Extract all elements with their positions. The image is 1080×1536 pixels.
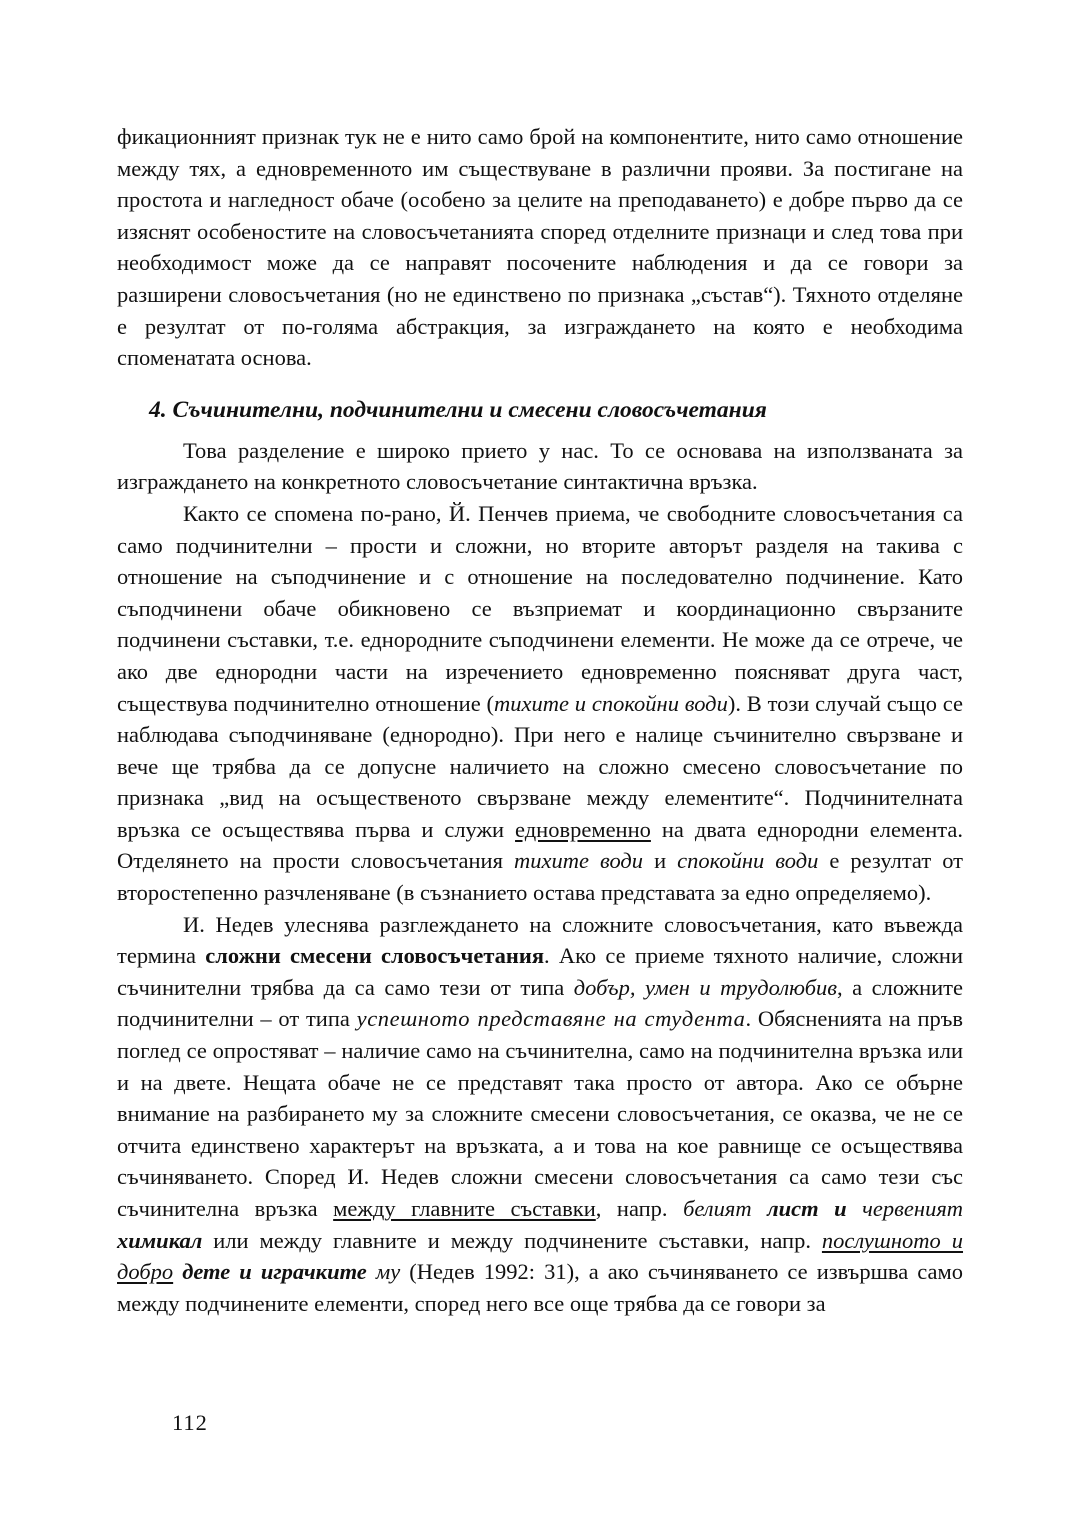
p3-run: белият <box>683 1196 768 1221</box>
p3-run: или между главните и между подчинените съставки, напр. <box>202 1227 822 1253</box>
p2-run: ). В този случай също се наблюдава съподчиняване (еднородно). При него е налице съчинително свързване и вече ще трябва да се допусне наличието на сложно смесено словосъчетание по признака „вид на осъщественото свързване между елементите“. Подчинителната връзка се осъществява първа и служи <box>117 690 964 842</box>
p3-run: добър, умен и трудолюбив <box>573 974 838 1000</box>
intro-run: фикационният признак тук не е нито само брой на компонентите, нито само отношение между тях, а едновременното им съществуване в различни прояви. За постигане на простота и нагледност обаче (особено за целите на преподаването) е добре първо да се изяснят особеностите на словосъчетанията според отделните признаци и след това при необходимост може да се направят посочените наблюдения и да се говори за разширени словосъчетания (но не единствено по признака „състав“). Тяхното отделяне е резултат от по-голяма абстракция, за изграждането на която е необходима споменатата основа. <box>117 124 963 371</box>
p3-run: химикал <box>117 1227 203 1253</box>
p3-run <box>367 1259 376 1284</box>
p2-run: и <box>643 848 678 874</box>
p3-run: И. Недев улеснява разглеждането на сложните словосъчетания, като въвежда термина <box>117 911 963 969</box>
p2-run: едновременно <box>515 816 651 842</box>
p3-run: между главните съставки <box>333 1196 596 1221</box>
p3-run <box>173 1259 182 1284</box>
p2-run: спокойни води <box>677 848 819 874</box>
p3-run: му <box>375 1259 401 1285</box>
p3-run: сложни смесени словосъчетания <box>205 943 545 969</box>
p3-run: , напр. <box>595 1196 684 1221</box>
page-number: 112 <box>172 1410 208 1435</box>
p2-run: е резултат от второстепенно разчленяване (в съзнанието остава представата за едно определяемо). <box>117 848 964 906</box>
p1-run: Това разделение е широко прието у нас. То се основава на използваната за изграждането на конкретното словосъчетание синтактична връзка. <box>117 437 963 495</box>
p3-run: дете и играчките <box>182 1259 367 1285</box>
section-heading: 4. Съчинителни, подчинителни и смесени словосъчетания <box>149 396 767 423</box>
paragraph-3 <box>117 909 963 1320</box>
p2-run: на двата еднородни елемента. Отделянето на прости словосъчетания <box>117 816 963 874</box>
p3-run: , а сложните подчинителни – от типа <box>117 974 963 1032</box>
paragraph-1 <box>117 435 963 498</box>
p3-run: . Ако се приеме тяхното наличие, сложни съчинителни трябва да са само тези от типа <box>117 943 963 1000</box>
p3-run: лист и <box>767 1196 847 1221</box>
intro-paragraph <box>117 121 963 374</box>
page-text <box>117 121 963 1319</box>
p2-run: тихите води <box>513 848 644 874</box>
p3-run: . Обясненията на пръв поглед се опростяват – наличие само на съчинителна, само на подчинителна връзка или и на двете. Нещата обаче не се представят така просто от автора. Ако се обърне внимание на разбирането му за сложните смесени словосъчетания, се оказва, че не се отчита единствено характерът на връзката, а и това на кое равнище се осъществява съчиняването. Според И. Недев сложни смесени словосъчетания са само тези със съчинителна връзка <box>117 1006 963 1221</box>
p2-run: тихите и спокойни води <box>494 690 728 716</box>
paragraph-2 <box>117 498 963 909</box>
p3-run: (Недев 1992: 31), а ако съчиняването се извършва само между подчинените елементи, според него все още трябва да се говори за <box>117 1259 963 1316</box>
p3-run: послушното и добро <box>117 1227 964 1285</box>
p3-run: успешното представяне на студента <box>356 1006 746 1032</box>
p2-run: Както се спомена по-рано, Й. Пенчев приема, че свободните словосъчетания са само подчинителни – прости и сложни, но вторите авторът разделя на такива с отношение на съподчинение и с отношение на последователно подчинение. Като съподчинени обаче обикновено се възприемат и координационно свързаните подчинени съставки, т.е. еднородните съподчинени елементи. Не може да се отрече, че ако две еднородни части на изречението едновременно поясняват друга част, съществува подчинително отношение ( <box>117 500 963 716</box>
p3-run: червеният <box>846 1196 964 1221</box>
